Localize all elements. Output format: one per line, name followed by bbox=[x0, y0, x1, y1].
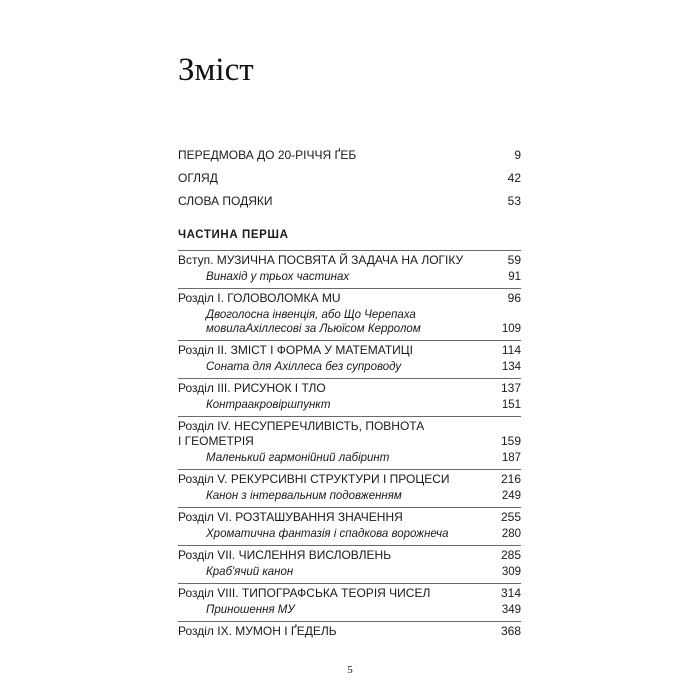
dialogue-line bbox=[178, 270, 521, 284]
dialogue-title bbox=[206, 489, 402, 503]
dialogue-title bbox=[206, 308, 491, 336]
toc-chapter bbox=[178, 621, 521, 639]
toc-chapter bbox=[178, 583, 521, 617]
dialogue-page: 109 bbox=[501, 323, 521, 335]
dialogue-title bbox=[206, 360, 401, 374]
chapter-line bbox=[178, 291, 521, 306]
dialogue-line bbox=[178, 565, 521, 579]
entry-page: 9 bbox=[514, 148, 521, 162]
entry-page: 53 bbox=[507, 194, 521, 208]
chapter-title-line-1: Розділ II. ЗМІСТ І ФОРМА У МАТЕМАТИЦІ bbox=[178, 343, 414, 357]
dialogue-title bbox=[206, 270, 349, 284]
chapter-title-line-1: Розділ III. РИСУНОК І ТЛО bbox=[178, 381, 326, 395]
dialogue-line bbox=[178, 398, 521, 412]
chapter-title bbox=[178, 291, 341, 306]
dialogue-title-line-1: Соната для Ахіллеса без супроводу bbox=[206, 361, 402, 373]
dialogue-title bbox=[206, 603, 295, 617]
entry-page: 42 bbox=[507, 171, 521, 185]
part-heading: ЧАСТИНА ПЕРША bbox=[178, 229, 289, 241]
toc-chapter bbox=[178, 416, 521, 465]
entry-title: СЛОВА ПОДЯКИ bbox=[178, 194, 273, 208]
chapter-page: 216 bbox=[500, 472, 521, 486]
chapter-page: 285 bbox=[500, 548, 521, 562]
dialogue-line bbox=[178, 451, 521, 465]
chapter-title-line-1: Розділ VIII. ТИПОГРАФСЬКА ТЕОРІЯ ЧИСЕЛ bbox=[178, 586, 431, 600]
chapter-title-line-1: Розділ VII. ЧИСЛЕННЯ ВИСЛОВЛЕНЬ bbox=[178, 548, 392, 562]
dialogue-title bbox=[206, 398, 330, 412]
chapter-page: 314 bbox=[500, 586, 521, 600]
dialogue-title bbox=[206, 527, 449, 541]
chapter-page: 159 bbox=[500, 434, 521, 448]
dialogue-line bbox=[178, 489, 521, 503]
chapter-title-line-1: Розділ I. ГОЛОВОЛОМКА MU bbox=[178, 291, 341, 305]
dialogue-title-line-1: Хроматична фантазія і спадкова ворожнеча bbox=[206, 528, 449, 540]
chapter-title-line-2: І ГЕОМЕТРІЯ bbox=[178, 434, 254, 448]
chapter-page: 137 bbox=[500, 381, 521, 395]
toc-chapter bbox=[178, 469, 521, 503]
chapter-title-line-1: Розділ IV. НЕСУПЕРЕЧЛИВІСТЬ, ПОВНОТА bbox=[178, 419, 425, 433]
toc-chapter bbox=[178, 288, 521, 336]
dialogue-title-line-1: Краб'ячий канон bbox=[206, 566, 294, 578]
chapter-line bbox=[178, 510, 521, 525]
toc-entry-acknowledgements bbox=[178, 194, 521, 217]
chapter-title bbox=[178, 624, 337, 639]
table-of-contents bbox=[178, 148, 521, 643]
chapter-page: 96 bbox=[507, 291, 521, 305]
chapter-title bbox=[178, 253, 463, 268]
dialogue-title-line-1: Канон з інтервальним подовженням bbox=[206, 490, 402, 502]
dialogue-page: 134 bbox=[501, 361, 521, 373]
intro-section bbox=[178, 148, 521, 217]
chapter-title-line-1: Розділ V. РЕКУРСИВНІ СТРУКТУРИ І ПРОЦЕСИ bbox=[178, 472, 450, 486]
dialogue-title-line-1: Двоголосна інвенція, або Що Черепаха мовила bbox=[206, 309, 416, 335]
chapter-title bbox=[178, 343, 413, 358]
chapter-page: 368 bbox=[500, 624, 521, 638]
chapter-title bbox=[178, 472, 450, 487]
chapter-page: 59 bbox=[507, 253, 521, 267]
entry-title: ПЕРЕДМОВА ДО 20-РІЧЧЯ ҐЕБ bbox=[178, 148, 357, 162]
chapter-list bbox=[178, 250, 521, 639]
dialogue-title-line-1: Винахід у трьох частинах bbox=[206, 271, 350, 283]
dialogue-line bbox=[178, 360, 521, 374]
toc-chapter bbox=[178, 250, 521, 284]
dialogue-page: 349 bbox=[501, 604, 521, 616]
chapter-line bbox=[178, 472, 521, 487]
dialogue-page: 187 bbox=[501, 452, 521, 464]
chapter-line bbox=[178, 586, 521, 601]
chapter-title-line-1: Розділ VI. РОЗТАШУВАННЯ ЗНАЧЕННЯ bbox=[178, 510, 403, 524]
page-title: Зміст bbox=[178, 52, 254, 88]
chapter-title-line-1: Вступ. МУЗИЧНА ПОСВЯТА Й ЗАДАЧА НА ЛОГІКУ bbox=[178, 253, 464, 267]
chapter-line bbox=[178, 343, 521, 358]
dialogue-page: 309 bbox=[501, 566, 521, 578]
page-number: 5 bbox=[347, 664, 353, 676]
chapter-line bbox=[178, 548, 521, 563]
toc-chapter bbox=[178, 378, 521, 412]
chapter-title bbox=[178, 381, 326, 396]
dialogue-title-line-1: Контраакровіршпункт bbox=[206, 399, 331, 411]
entry-title: ОГЛЯД bbox=[178, 171, 218, 185]
dialogue-page: 280 bbox=[501, 528, 521, 540]
dialogue-page: 151 bbox=[501, 399, 521, 411]
dialogue-title bbox=[206, 451, 389, 465]
dialogue-title-line-1: Маленький гармонійний лабіринт bbox=[206, 452, 390, 464]
chapter-title bbox=[178, 548, 391, 563]
toc-chapter bbox=[178, 507, 521, 541]
dialogue-line bbox=[178, 603, 521, 617]
chapter-line bbox=[178, 253, 521, 268]
chapter-line bbox=[178, 624, 521, 639]
dialogue-title-line-1: Приношення МУ bbox=[206, 604, 295, 616]
chapter-title bbox=[178, 419, 424, 449]
dialogue-line bbox=[178, 308, 521, 336]
toc-entry-foreword bbox=[178, 148, 521, 171]
chapter-title bbox=[178, 510, 403, 525]
dialogue-line bbox=[178, 527, 521, 541]
chapter-page: 114 bbox=[501, 343, 521, 357]
dialogue-page: 249 bbox=[501, 490, 521, 502]
dialogue-title bbox=[206, 565, 293, 579]
chapter-title bbox=[178, 586, 430, 601]
toc-entry-overview bbox=[178, 171, 521, 194]
chapter-title-line-1: Розділ IX. МУМОН І ҐЕДЕЛЬ bbox=[178, 624, 337, 638]
toc-chapter bbox=[178, 340, 521, 374]
chapter-line bbox=[178, 419, 521, 449]
chapter-page: 255 bbox=[500, 510, 521, 524]
chapter-line bbox=[178, 381, 521, 396]
dialogue-title-line-2: Ахіллесові за Льюїсом Керролом bbox=[245, 323, 421, 335]
dialogue-page: 91 bbox=[508, 271, 521, 283]
toc-chapter bbox=[178, 545, 521, 579]
